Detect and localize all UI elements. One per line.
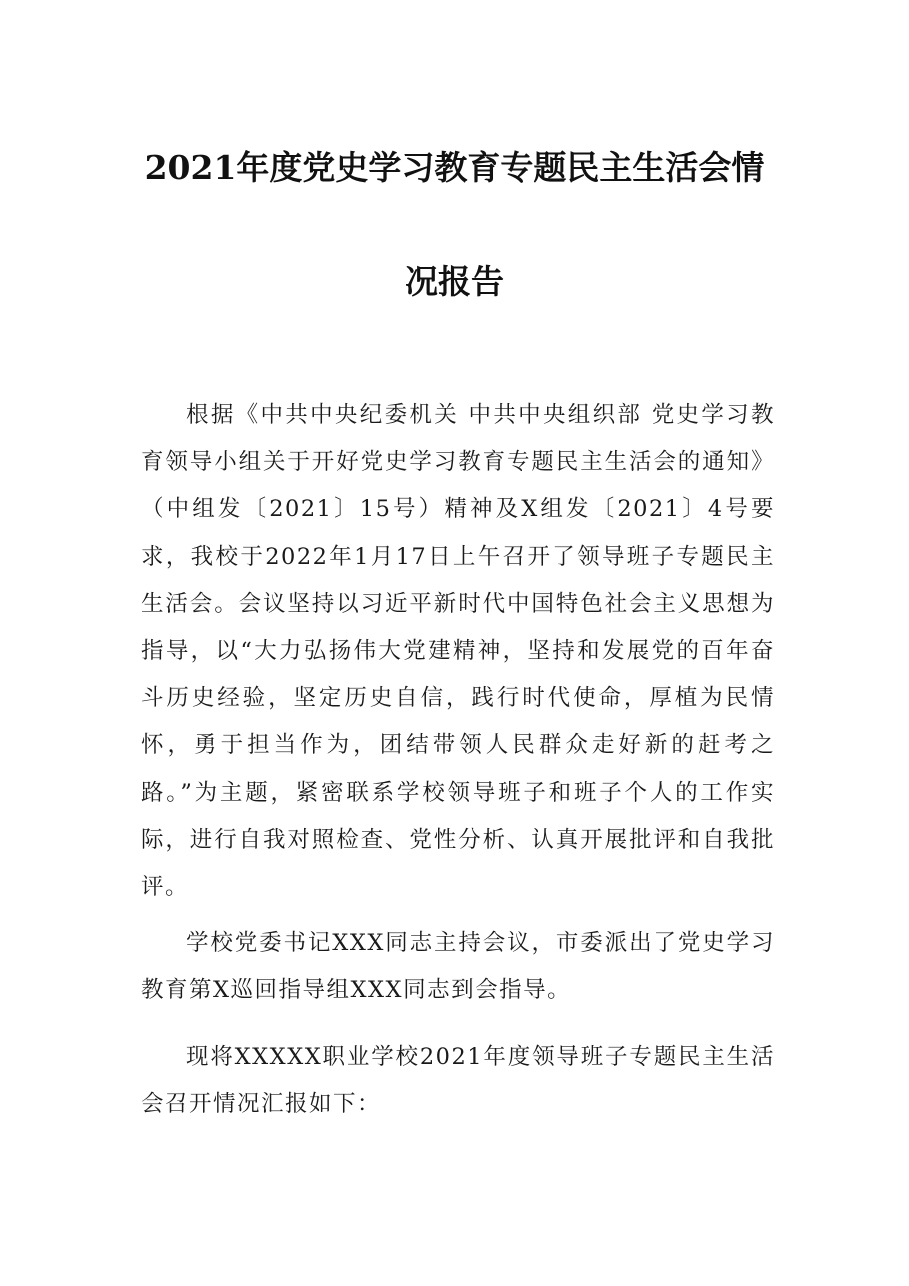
paragraph-report-intro: 现将XXXXX职业学校2021年度领导班子专题民主生活会召开情况汇报如下：	[141, 1044, 775, 1118]
paragraph-intro: 根据《中共中央纪委机关 中共中央组织部 党史学习教育领导小组关于开好党史学习教育专题民主生活会的通知》（中组发〔2021〕15号）精神及X组发〔2021〕4号要求，我校于2022年1月17日上午召开了领导班子专题民主生活会。会议坚持以习近平新时代中国特色社会主义思想为指导，以“大力弘扬伟大党建精神，坚持和发展党的百年奋斗历史经验，坚定历史自信，践行时代使命，厚植为民情怀，勇于担当作为，团结带领人民群众走好新的赶考之路。”为主题，紧密联系学校领导班子和班子个人的工作实际，进行自我对照检查、党性分析、认真开展批评和自我批评。	[141, 402, 775, 901]
paragraph-host: 学校党委书记XXX同志主持会议，市委派出了党史学习教育第X巡回指导组XXX同志到会指导。	[141, 930, 775, 1004]
document-title-line-1: 2021年度党史学习教育专题民主生活会情	[144, 148, 765, 187]
document-title-line-2: 况报告	[405, 262, 504, 301]
